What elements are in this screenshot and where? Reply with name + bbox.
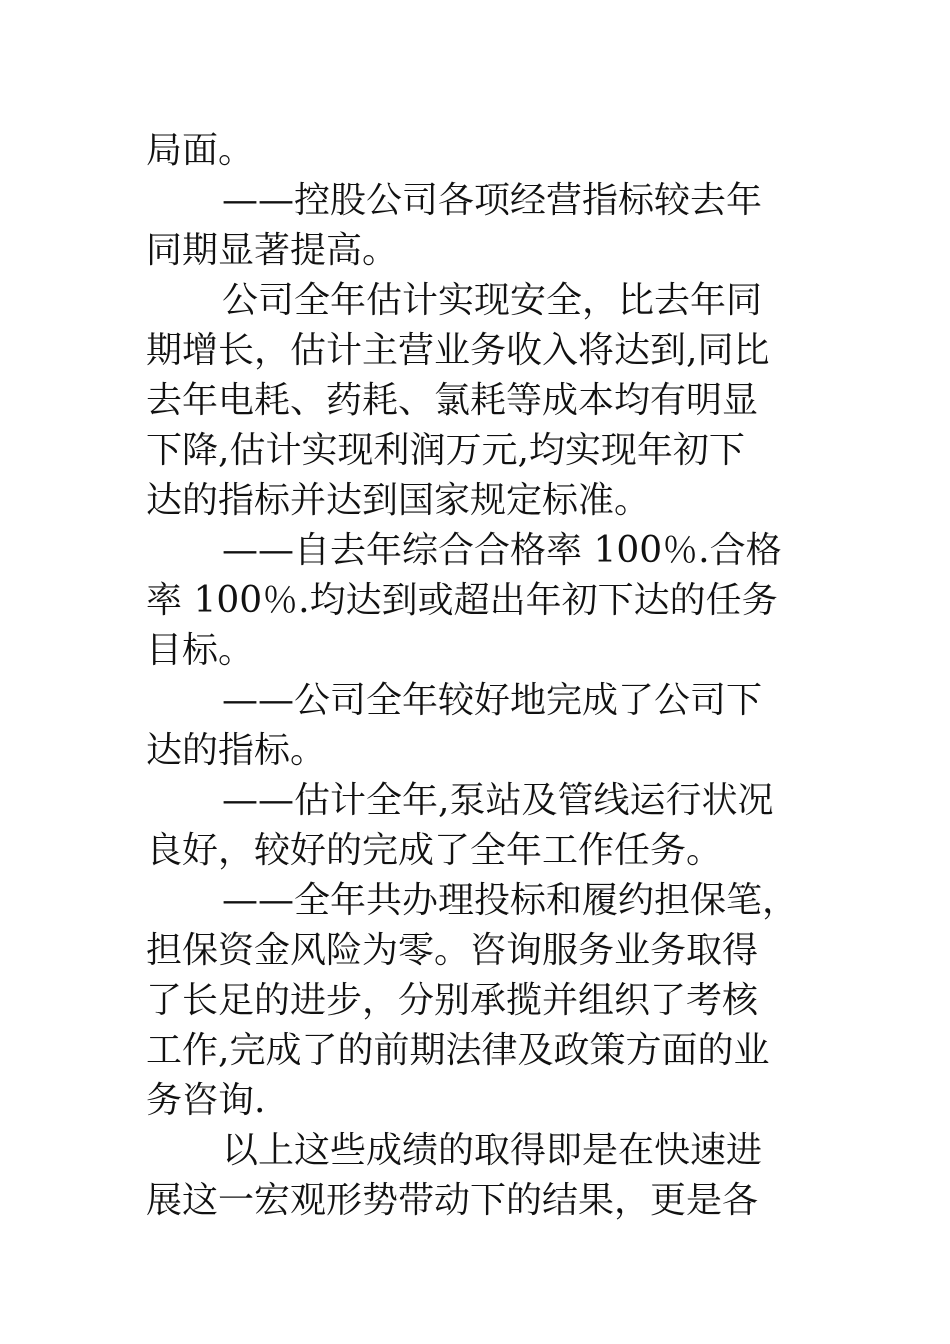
text-line: 目标。	[146, 630, 255, 671]
document-body	[146, 126, 806, 1226]
text-line: 下降,估计实现利润万元,均实现年初下	[146, 430, 745, 471]
text-line: 良好，较好的完成了全年工作任务。	[146, 830, 723, 871]
text-line: ——估计全年,泵站及管线运行状况	[222, 780, 774, 821]
text-line: 展这一宏观形势带动下的结果，更是各	[146, 1180, 759, 1221]
text-line: 达的指标。	[146, 730, 327, 771]
text-line: 公司全年估计实现安全，比去年同	[222, 280, 763, 321]
text-line: 率 100％.均达到或超出年初下达的任务	[146, 580, 778, 621]
text-line: 务咨询.	[146, 1080, 266, 1121]
text-line: 达的指标并达到国家规定标准。	[146, 480, 651, 521]
text-line: ——公司全年较好地完成了公司下	[222, 680, 763, 721]
text-line: 以上这些成绩的取得即是在快速进	[222, 1130, 763, 1171]
text-line: 局面。	[146, 130, 255, 171]
text-line: 去年电耗、药耗、氯耗等成本均有明显	[146, 380, 759, 421]
text-line: 同期显著提高。	[146, 230, 399, 271]
text-line: 期增长，估计主营业务收入将达到,同比	[146, 330, 770, 371]
text-line: ——全年共办理投标和履约担保笔，	[222, 880, 799, 921]
text-line: 工作,完成了的前期法律及政策方面的业	[146, 1030, 770, 1071]
text-line: ——自去年综合合格率 100％.合格	[222, 530, 782, 571]
text-line: ——控股公司各项经营指标较去年	[222, 180, 763, 221]
text-line: 了长足的进步，分别承揽并组织了考核	[146, 980, 759, 1021]
text-line: 担保资金风险为零。咨询服务业务取得	[146, 930, 759, 971]
